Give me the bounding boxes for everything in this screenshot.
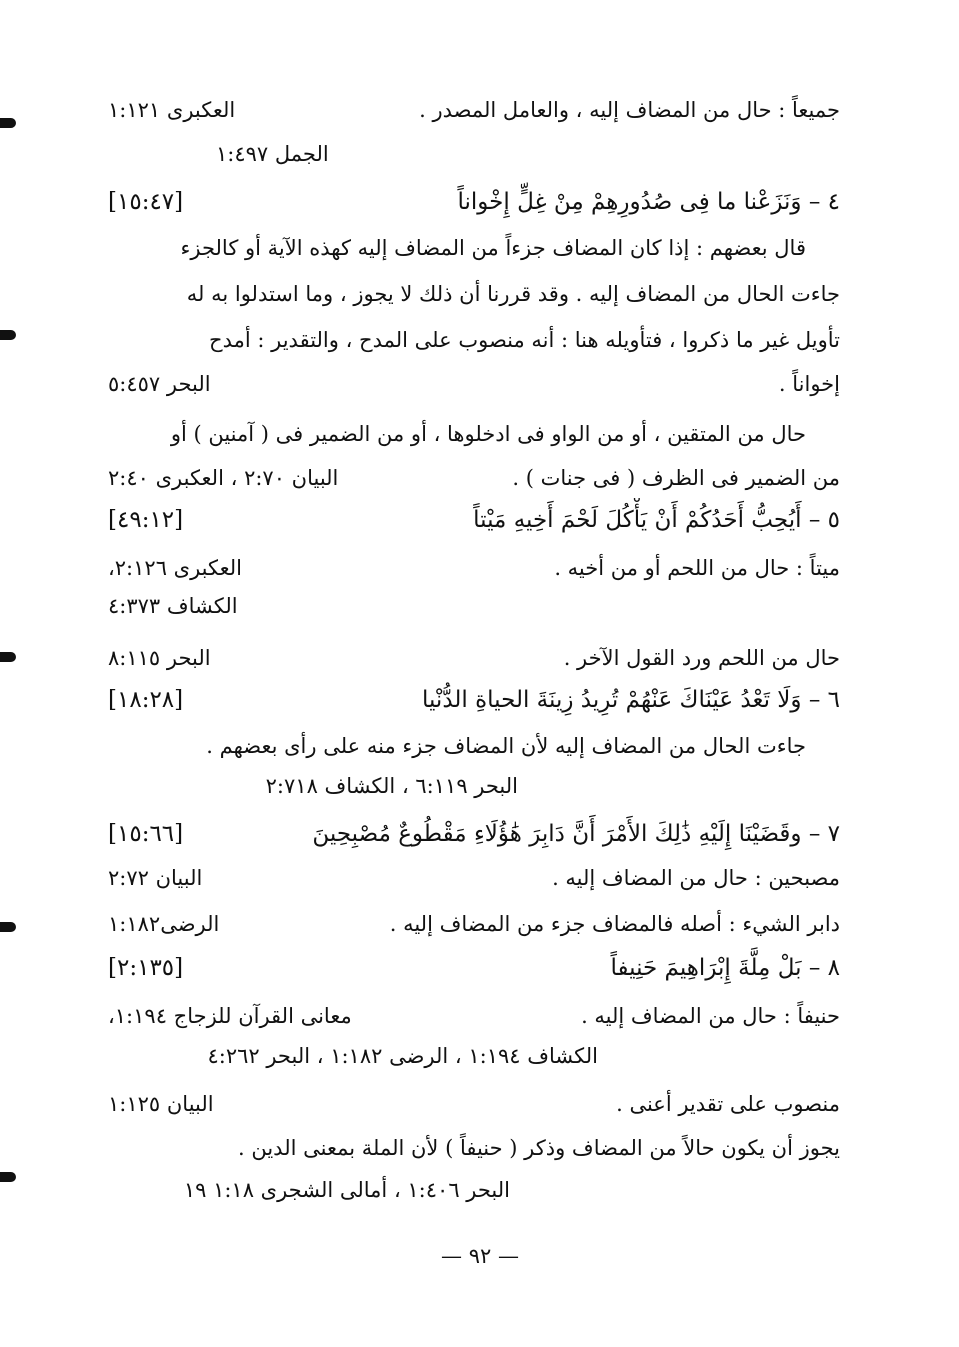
line-text: حال من اللحم ورد القول الآخر . <box>563 646 840 670</box>
line-text: دابر الشيء : أصله فالمضاف جزء من المضاف إليه . <box>389 912 840 936</box>
text-line <box>108 412 840 456</box>
text-line <box>108 456 840 500</box>
text-line <box>108 1168 840 1212</box>
verse-reference: [١٥:٦٦] <box>108 821 184 847</box>
margin-mark <box>0 1172 16 1182</box>
verse-line <box>108 498 840 542</box>
line-reference: الرضى١:١٨٢ <box>108 912 220 936</box>
verse-reference: [١٥:٤٧] <box>108 189 184 215</box>
line-text: منصوب على تقدير أعنى . <box>616 1092 840 1116</box>
text-line <box>108 724 840 768</box>
text-line <box>108 88 840 132</box>
line-reference: البيان ٢:٧٠ ، العكبرى ٢:٤٠ <box>108 466 339 490</box>
line-reference: البيان ١:١٢٥ <box>108 1092 214 1116</box>
line-text: قال بعضهم : إذا كان المضاف جزءاً من المضاف إليه كهذه الآية أو كالجزء <box>180 236 806 260</box>
page-number: — ٩٢ — <box>441 1244 519 1268</box>
line-text: إخواناً . <box>778 372 840 396</box>
margin-mark <box>0 922 16 932</box>
verse-line <box>108 946 840 990</box>
text-line <box>108 902 840 946</box>
text-line <box>108 856 840 900</box>
verse-text: ٤ – وَنَزَعْنا ما فِى صُدُورِهِمْ مِنْ غِلٍّ إِخْواناً <box>457 189 840 215</box>
margin-mark <box>0 652 16 662</box>
line-reference: البيان ٢:٧٢ <box>108 866 203 890</box>
verse-line <box>108 678 840 722</box>
verse-text: ٦ – وَلَا تَعْدُ عَيْنَاكَ عَنْهُمْ تُرِيدُ زِينَةَ الحياةِ الدُّنْيا <box>421 687 840 713</box>
text-line <box>108 1082 840 1126</box>
line-text: تأويل غير ما ذكروا ، فتأويله هنا : أنه منصوب على المدح ، والتقدير : أمدح <box>209 328 840 352</box>
verse-text: ٥ – أَيُحِبُّ أَحَدُكُمْ أَنْ يَأْكُلَ لَحْمَ أَخِيهِ مَيْتاً <box>473 507 840 533</box>
line-text: يجوز أن يكون حالاً من المضاف وذكر ( حنيفاً ) لأن الملة بمعنى الدين . <box>238 1136 840 1160</box>
line-text: حال من المتقين ، أو من الواو فى ادخلوها ، أو من الضمير فى ( آمنين ) أو <box>170 422 806 446</box>
line-text: البحر ١:٤٠٦ ، أمالى الشجرى ١:١٨ ١٩ <box>183 1178 510 1202</box>
text-line <box>108 636 840 680</box>
verse-reference: [١٨:٢٨] <box>108 687 184 713</box>
line-reference: العكبرى ١:١٢١ <box>108 98 236 122</box>
line-text: من الضمير فى الظرف ( فى جنات ) . <box>512 466 840 490</box>
text-line <box>108 1126 840 1170</box>
text-line <box>108 1034 840 1078</box>
verse-text: ٨ – بَلْ مِلَّةَ إِبْرَاهِيمَ حَنِيفاً <box>610 955 840 981</box>
line-text: مصبحين : حال من المضاف إليه . <box>552 866 840 890</box>
verse-reference: [٤٩:١٢] <box>108 507 184 533</box>
line-text: جاءت الحال من المضاف إليه لأن المضاف جزء منه على رأى بعضهم . <box>206 734 806 758</box>
line-reference: الكشاف ٤:٣٧٣ <box>108 594 238 618</box>
verse-reference: [٢:١٣٥] <box>108 955 184 981</box>
line-text: جاءت الحال من المضاف إليه . وقد قررنا أن ذلك لا يجوز ، وما استدلوا به له <box>186 282 840 306</box>
text-line <box>108 226 840 270</box>
margin-mark <box>0 118 16 128</box>
line-text: حنيفاً : حال من المضاف إليه . <box>581 1004 840 1028</box>
text-line <box>108 132 840 176</box>
margin-mark <box>0 330 16 340</box>
line-text: الكشاف ١:١٩٤ ، الرضى ١:١٨٢ ، البحر ٤:٢٦٢ <box>207 1044 598 1068</box>
line-reference: معانى القرآن للزجاج ١:١٩٤، <box>108 1004 352 1028</box>
text-line <box>108 272 840 316</box>
line-text: البحر ٦:١١٩ ، الكشاف ٢:٧١٨ <box>265 774 518 798</box>
text-line <box>108 994 840 1038</box>
line-reference: البحر ٥:٤٥٧ <box>108 372 211 396</box>
line-reference: البحر ٨:١١٥ <box>108 646 211 670</box>
text-line <box>108 764 840 808</box>
line-text: جميعاً : حال من المضاف إليه ، والعامل المصدر . <box>419 98 840 122</box>
text-line <box>108 362 840 406</box>
verse-line <box>108 180 840 224</box>
line-text: ميتاً : حال من اللحم أو من أخيه . <box>554 556 840 580</box>
text-line <box>108 584 840 628</box>
text-line <box>108 318 840 362</box>
line-reference: العكبرى ٢:١٢٦، <box>108 556 242 580</box>
verse-text: ٧ – وقَضَيْنَا إِلَيْهِ ذَٰلِكَ الأَمْرَ أَنَّ دَابِرَ هَٰؤُلَاءِ مَقْطُوعٌ مُصْبِحِينَ <box>312 821 840 847</box>
line-reference: الجمل ١:٤٩٧ <box>216 142 329 166</box>
verse-line <box>108 812 840 856</box>
